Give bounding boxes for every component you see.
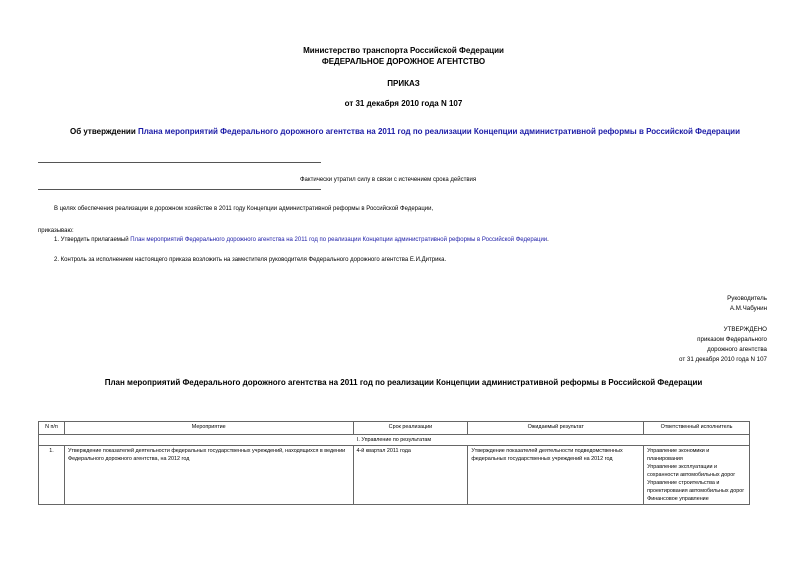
order-item-1-link[interactable]: План мероприятий Федерального дорожного агентства на 2011 год по реализации Концепции административной реформы в Российской Федерации bbox=[130, 237, 548, 243]
row-result: Утверждение показателей деятельности подведомственных федеральных государственных учреждений на 2012 год bbox=[468, 446, 644, 505]
row-num: 1. bbox=[39, 446, 65, 505]
responsible-4: Финансовое управление bbox=[647, 496, 709, 502]
row-activity: Утверждение показателей деятельности федеральных государственных учреждений, находящихся в ведении Федерального дорожного агентства, на 2012 год bbox=[64, 446, 353, 505]
approval-line-1: УТВЕРЖДЕНО bbox=[723, 326, 767, 333]
table-section-row bbox=[39, 435, 750, 446]
table-header-row bbox=[39, 422, 750, 435]
order-item-2: 2. Контроль за исполнением настоящего приказа возложить на заместителя руководителя Федерального дорожного агентства Е.И.Дитрика. bbox=[54, 257, 447, 263]
ministry-heading: Министерство транспорта Российской Федерации bbox=[303, 46, 504, 55]
order-item-1 bbox=[54, 236, 549, 244]
section-title: I. Управление по результатам bbox=[39, 435, 750, 446]
col-header-responsible: Ответственный исполнитель bbox=[644, 422, 750, 435]
col-header-deadline: Срок реализации bbox=[353, 422, 468, 435]
approval-line-3: дорожного агентства bbox=[707, 346, 767, 353]
doc-type: ПРИКАЗ bbox=[387, 79, 420, 88]
order-item-1-suffix: . bbox=[547, 237, 549, 243]
table-row bbox=[39, 446, 750, 505]
row-responsible bbox=[644, 446, 750, 505]
col-header-num: N п/п bbox=[39, 422, 65, 435]
doc-title bbox=[55, 127, 755, 137]
divider-bottom bbox=[38, 189, 321, 190]
col-header-result: Ожидаемый результат bbox=[468, 422, 644, 435]
order-item-1-prefix: 1. Утвердить прилагаемый bbox=[54, 237, 131, 243]
divider-top bbox=[38, 162, 321, 163]
approval-line-4: от 31 декабря 2010 года N 107 bbox=[679, 356, 767, 363]
status-note: Фактически утратил силу в связи с истечением срока действия bbox=[300, 177, 477, 183]
agency-heading: ФЕДЕРАЛЬНОЕ ДОРОЖНОЕ АГЕНТСТВО bbox=[321, 57, 486, 66]
approval-line-2: приказом Федерального bbox=[697, 336, 767, 343]
order-word: приказываю: bbox=[38, 228, 74, 234]
signature-name: А.М.Чабунин bbox=[729, 305, 767, 312]
plan-title: План мероприятий Федерального дорожного агентства на 2011 год по реализации Концепции административной реформы в Российской Федерации bbox=[104, 378, 703, 387]
doc-date-number: от 31 декабря 2010 года N 107 bbox=[344, 99, 463, 108]
responsible-2: Управление эксплуатации и сохранности автомобильных дорог bbox=[647, 464, 736, 478]
preamble-text: В целях обеспечения реализации в дорожном хозяйстве в 2011 году Концепции административной реформы в Российской Федерации, bbox=[54, 206, 434, 212]
signature-block bbox=[727, 294, 767, 314]
row-deadline: 4-й квартал 2011 года bbox=[353, 446, 468, 505]
doc-title-link[interactable]: Плана мероприятий Федерального дорожного агентства на 2011 год по реализации Концепции административной реформы в Российской Федерации bbox=[137, 127, 741, 136]
doc-title-prefix: Об утверждении bbox=[69, 127, 138, 136]
signature-role: Руководитель bbox=[727, 295, 767, 302]
approval-block bbox=[679, 325, 767, 365]
col-header-activity: Мероприятие bbox=[64, 422, 353, 435]
plan-table bbox=[38, 421, 750, 505]
responsible-3: Управление строительства и проектирования автомобильных дорог bbox=[647, 480, 745, 494]
responsible-1: Управление экономики и планирования bbox=[647, 448, 710, 462]
